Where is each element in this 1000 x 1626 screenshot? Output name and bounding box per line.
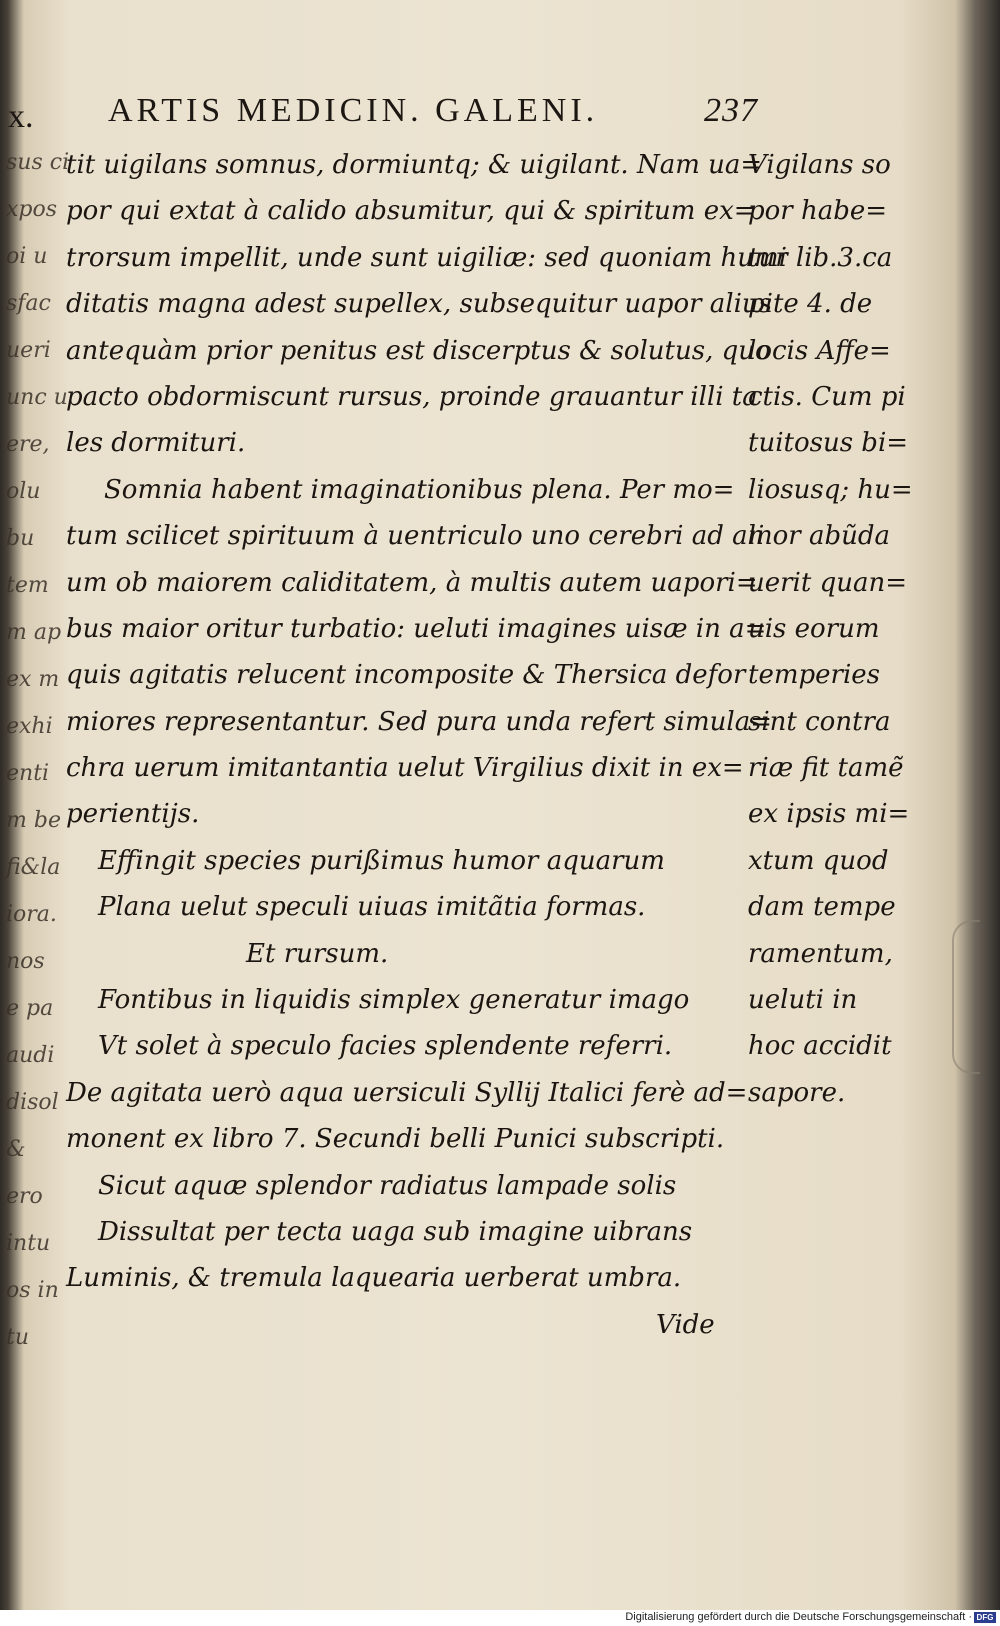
text-line: Vt solet à speculo facies splendente referri. — [98, 1031, 673, 1062]
bleed-fragment: iora. — [6, 902, 57, 927]
text-line: Somnia habent imaginationibus plena. Per mo= — [104, 474, 735, 505]
bleed-fragment: disol — [6, 1090, 59, 1115]
text-line: Luminis, & tremula laquearia uerberat umbra. — [66, 1263, 682, 1294]
side-note-line: ctis. Cum pi — [748, 381, 906, 412]
bleed-fragment: ueri — [6, 338, 51, 363]
side-note-line: mor abũda — [748, 521, 891, 552]
side-note-line: tur lib.3.ca — [748, 242, 893, 273]
side-note-line: sapore. — [748, 1077, 846, 1108]
page-tab-marker — [952, 920, 980, 1074]
bleed-fragment: e pa — [6, 996, 54, 1021]
bleed-fragment: olu — [6, 479, 41, 504]
side-note-line: pite 4. de — [748, 289, 873, 320]
side-note-line: dam tempe — [748, 892, 896, 923]
text-line: Plana uelut speculi uiuas imitãtia formas. — [98, 892, 646, 923]
text-line: perientijs. — [66, 799, 200, 830]
dfg-logo: DFG — [974, 1612, 996, 1623]
bleed-fragment: xpos — [6, 197, 58, 222]
text-line: um ob maiorem caliditatem, à multis autem uapori= — [66, 567, 758, 598]
bleed-fragment: ero — [6, 1184, 43, 1209]
funding-credit: Digitalisierung gefördert durch die Deutsche Forschungsgemeinschaft · — [625, 1611, 972, 1623]
catchword: Vide — [656, 1309, 715, 1340]
side-note — [748, 142, 928, 1116]
bleed-fragment: os in — [6, 1278, 59, 1303]
side-note-line: xtum quod — [748, 845, 889, 876]
bleed-fragment: intu — [6, 1231, 51, 1256]
text-line: Fontibus in liquidis simplex generatur imago — [98, 985, 690, 1016]
margin-letter: x. — [8, 98, 34, 135]
bleed-fragment: enti — [6, 761, 50, 786]
text-line: quis agitatis relucent incomposite & Thersica defor — [66, 660, 746, 691]
side-note-line: liosusq; hu= — [748, 474, 913, 505]
page-number: 237 — [704, 92, 758, 129]
text-line: Effingit species purißimus humor aquarum — [98, 845, 665, 876]
side-note-line: uis eorum — [748, 613, 880, 644]
text-line: miores representantur. Sed pura unda refert simula= — [66, 706, 772, 737]
footer-bar — [0, 1610, 1000, 1626]
bleed-fragment: & — [6, 1137, 26, 1162]
text-line: chra uerum imitantantia uelut Virgilius dixit in ex= — [66, 753, 744, 784]
side-note-line: ueluti in — [748, 985, 858, 1016]
text-line: bus maior oritur turbatio: ueluti imagines uisæ in a= — [66, 613, 767, 644]
bleed-fragment: audi — [6, 1043, 55, 1068]
text-line: les dormituri. — [66, 428, 246, 459]
side-note-line: hoc accidit — [748, 1031, 892, 1062]
bleed-fragment: sus ci — [6, 150, 70, 175]
bleed-fragment: nos — [6, 949, 45, 974]
bleed-fragment: ex m — [6, 667, 60, 692]
text-line: tum scilicet spirituum à uentriculo uno cerebri ad ali — [66, 521, 765, 552]
text-line: por qui extat à calido absumitur, qui & spiritum ex= — [66, 196, 756, 227]
bleed-fragment: exhi — [6, 714, 53, 739]
bleed-fragment: unc u — [6, 385, 68, 410]
bleed-fragment: fi&la — [6, 855, 61, 880]
text-line: tit uigilans somnus, dormiuntq; & uigilant. Nam ua= — [66, 150, 763, 180]
side-note-line: locis Affe= — [748, 335, 891, 366]
text-line: pacto obdormiscunt rursus, proinde grauantur illi ta — [66, 381, 758, 412]
bleed-fragment: m be — [6, 808, 61, 833]
bleed-fragment: bu — [6, 526, 35, 551]
text-line: ditatis magna adest supellex, subsequitur uapor alius — [66, 289, 773, 320]
side-note-line: uerit quan= — [748, 567, 908, 598]
text-line: trorsum impellit, unde sunt uigiliæ: sed quoniam humi — [66, 242, 787, 273]
text-line: monent ex libro 7. Secundi belli Punici subscripti. — [66, 1124, 725, 1155]
running-header — [108, 92, 758, 136]
running-title: ARTIS MEDICIN. GALENI. — [108, 92, 599, 129]
side-note-line: riæ fit tamẽ — [748, 753, 904, 784]
side-note-line: Vigilans so — [748, 150, 891, 180]
main-text-block — [66, 142, 787, 1348]
side-note-line: ramentum, — [748, 938, 893, 969]
side-note-line: ex ipsis mi= — [748, 799, 910, 830]
side-note-line: temperies — [748, 660, 880, 691]
side-note-line: sint contra — [748, 706, 891, 737]
text-line: Sicut aquæ splendor radiatus lampade solis — [98, 1170, 677, 1201]
bleed-fragment: sfac — [6, 291, 51, 316]
side-note-line: por habe= — [748, 196, 888, 227]
bleed-fragment: tu — [6, 1325, 30, 1350]
bleed-fragment: tem — [6, 573, 49, 598]
text-line: antequàm prior penitus est discerptus & solutus, quo — [66, 335, 771, 366]
bleed-fragment: m ap — [6, 620, 62, 645]
text-line: Et rursum. — [246, 938, 389, 969]
text-line: De agitata uerò aqua uersiculi Syllij Italici ferè ad= — [66, 1077, 748, 1108]
text-line: Dissultat per tecta uaga sub imagine uibrans — [98, 1216, 693, 1247]
side-note-line: tuitosus bi= — [748, 428, 909, 459]
opposite-page-bleed — [0, 150, 70, 1400]
bleed-fragment: ere, — [6, 432, 50, 457]
bleed-fragment: oi u — [6, 244, 48, 269]
